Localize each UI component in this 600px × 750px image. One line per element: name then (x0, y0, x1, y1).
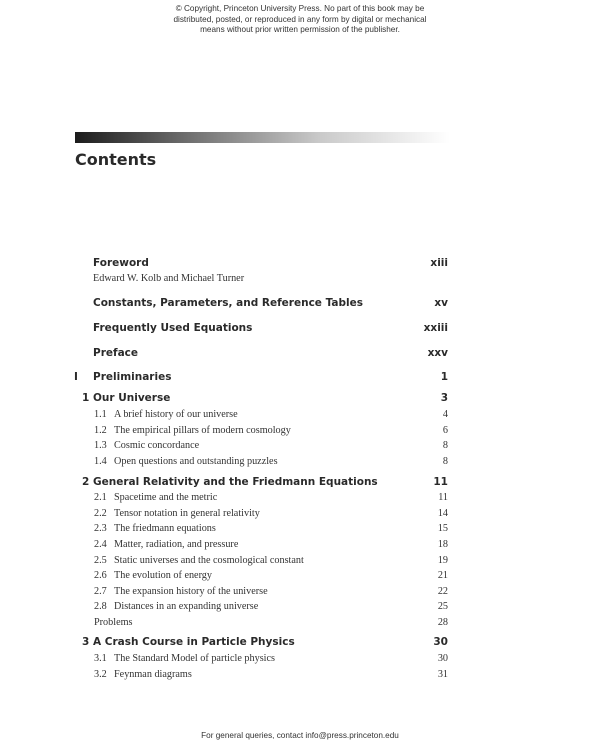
chapter-number: 1 (82, 392, 90, 404)
section-number: 2.4 (94, 539, 107, 550)
page-title: Contents (75, 150, 157, 169)
section-page: 14 (437, 508, 448, 519)
foreword-authors-text: Edward W. Kolb and Michael Turner (93, 273, 245, 284)
chapter-title: General Relativity and the Friedmann Equations (93, 476, 378, 488)
chapter-title: Our Universe (93, 392, 171, 404)
section-title: Spacetime and the metric (114, 492, 218, 503)
copyright-line: © Copyright, Princeton University Press. No part of this book may be (175, 4, 425, 13)
section-page: 30 (437, 653, 448, 664)
toc-entry-page: xxv (427, 347, 448, 359)
copyright-line: distributed, posted, or reproduced in any form by digital or mechanical (173, 14, 427, 24)
section-title: A brief history of our universe (114, 409, 238, 420)
section-number: 1.4 (94, 456, 107, 467)
section-title: The expansion history of the universe (114, 586, 268, 597)
toc-entry-title: Frequently Used Equations (93, 322, 253, 334)
section-title: Open questions and outstanding puzzles (114, 456, 278, 467)
section-title: The empirical pillars of modern cosmology (114, 425, 291, 436)
section-page: 22 (437, 586, 448, 597)
section-page: 21 (437, 570, 448, 581)
toc-entry-page: 1 (440, 371, 448, 383)
section-number: 2.1 (94, 492, 107, 503)
chapter-number: 3 (82, 636, 90, 648)
section-page: 31 (437, 669, 448, 680)
section-page: 15 (437, 523, 448, 534)
toc-entry-title: Preface (93, 347, 138, 359)
toc-entry-page: xiii (430, 257, 448, 269)
part-number: I (74, 371, 78, 383)
part-title: Preliminaries (93, 371, 172, 383)
section-number: 2.5 (94, 555, 107, 566)
copyright-notice (0, 4, 600, 36)
toc-entry-page: 30 (433, 636, 448, 648)
section-title: Static universes and the cosmological constant (114, 555, 304, 566)
section-number: 1.3 (94, 440, 107, 451)
section-number: 1.2 (94, 425, 107, 436)
section-title: The Standard Model of particle physics (114, 653, 275, 664)
toc-entry-page: xxiii (423, 322, 448, 334)
header-gradient-rule (75, 132, 450, 143)
section-title: Feynman diagrams (114, 669, 192, 680)
section-number: 3.1 (94, 653, 107, 664)
section-number: 2.2 (94, 508, 107, 519)
section-page: 8 (442, 440, 448, 451)
section-title: Matter, radiation, and pressure (114, 539, 239, 550)
section-number: 2.7 (94, 586, 107, 597)
section-number: 2.8 (94, 601, 107, 612)
section-page: 11 (438, 492, 448, 503)
problems-title: Problems (94, 617, 133, 628)
section-number: 2.6 (94, 570, 107, 581)
chapter-title: A Crash Course in Particle Physics (93, 636, 295, 648)
section-page: 18 (437, 539, 448, 550)
toc-entry-page: xv (434, 297, 448, 309)
chapter-number: 2 (82, 476, 90, 488)
section-page: 8 (442, 456, 448, 467)
section-page: 19 (437, 555, 448, 566)
toc-entry-title: Constants, Parameters, and Reference Tables (93, 297, 363, 309)
section-title: The evolution of energy (114, 570, 212, 581)
toc-entry-page: 11 (433, 476, 448, 488)
copyright-line: means without prior written permission of the publisher. (200, 25, 400, 35)
section-number: 2.3 (94, 523, 107, 534)
section-title: The friedmann equations (114, 523, 216, 534)
section-page: 4 (442, 409, 448, 420)
section-page: 6 (442, 425, 448, 436)
section-page: 25 (437, 601, 448, 612)
section-title: Tensor notation in general relativity (114, 508, 260, 519)
section-number: 3.2 (94, 669, 107, 680)
problems-page: 28 (437, 617, 448, 628)
section-title: Distances in an expanding universe (114, 601, 259, 612)
section-title: Cosmic concordance (114, 440, 200, 451)
footer-contact: For general queries, contact info@press.princeton.edu (201, 731, 399, 740)
toc-entry-title: Foreword (93, 257, 149, 269)
toc-entry-page: 3 (440, 392, 448, 404)
section-number: 1.1 (94, 409, 107, 420)
